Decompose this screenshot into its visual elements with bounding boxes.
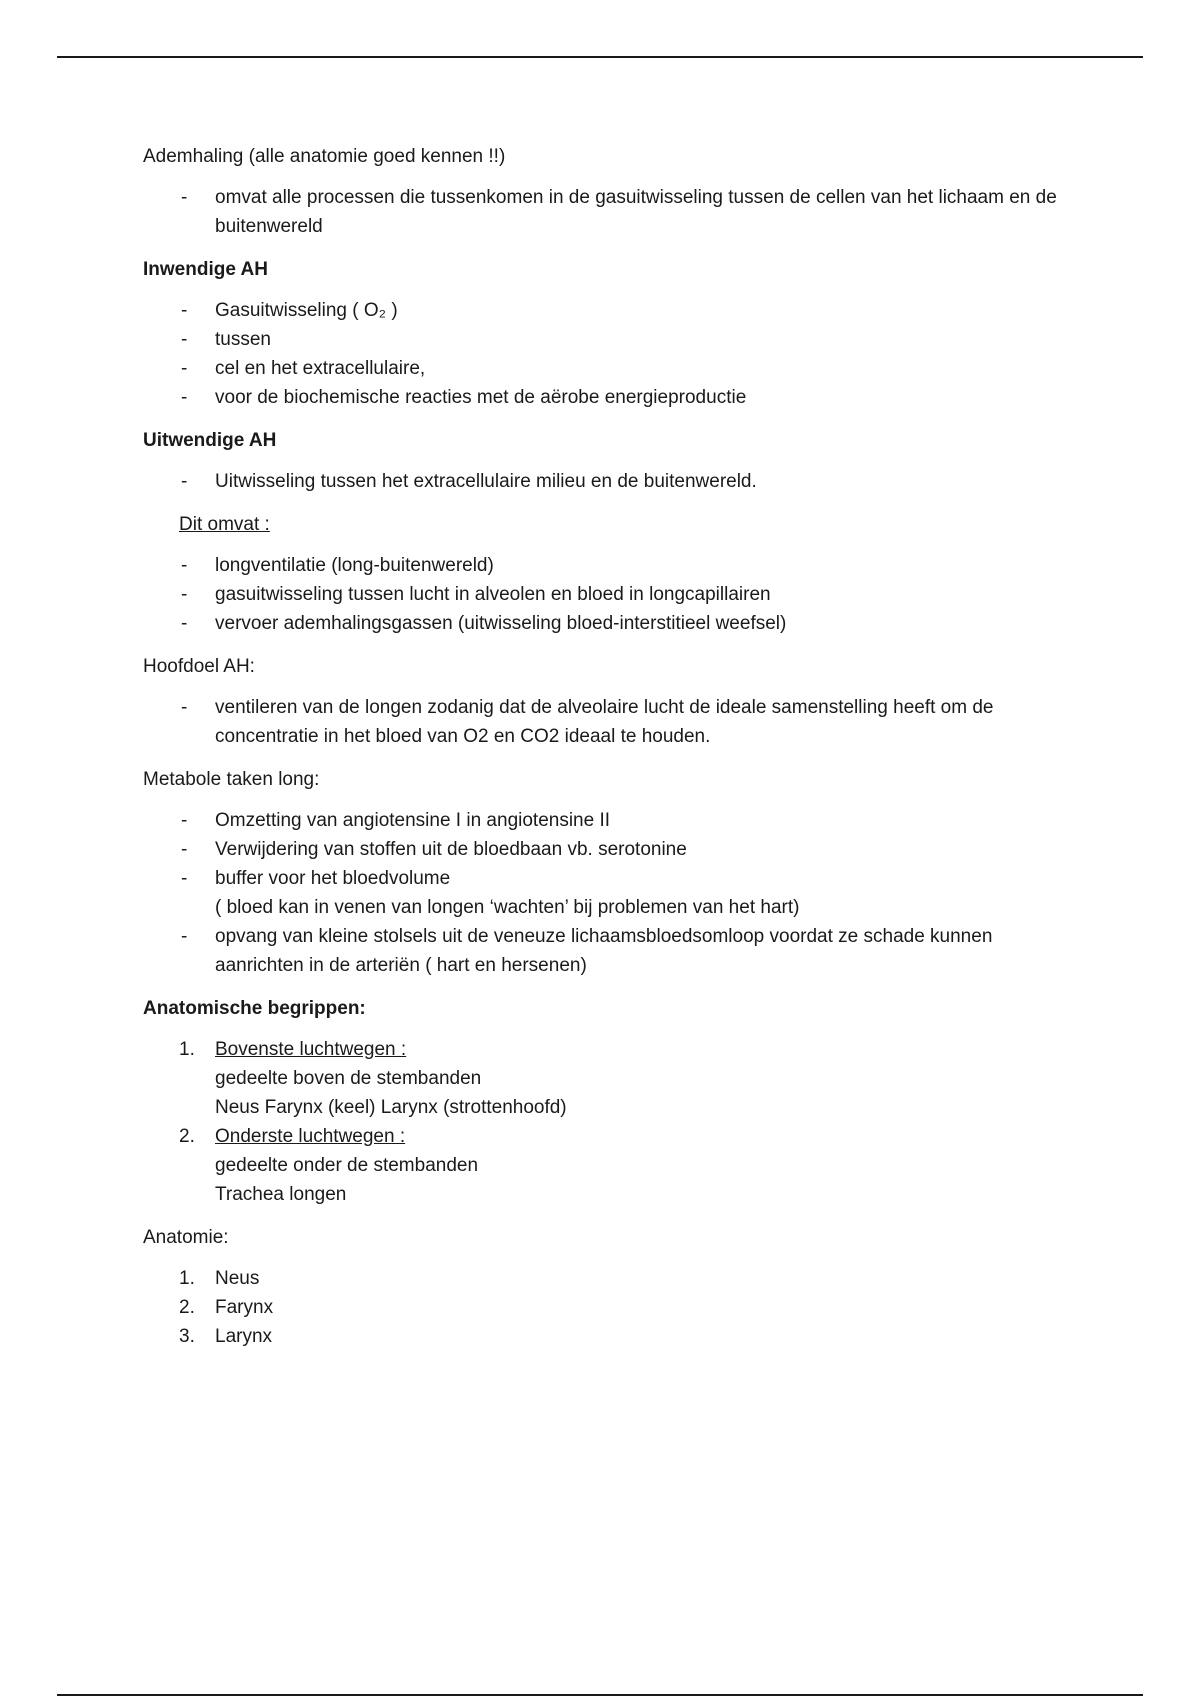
list-item: - tussen — [181, 329, 271, 350]
list-item: - ventileren van de longen zodanig dat de alveolaire lucht de ideale samenstelling heeft om de concentratie in het bloed van O2 en CO2 ideaal te houden. — [181, 697, 994, 747]
section-title-ademhaling: Ademhaling (alle anatomie goed kennen !!) — [143, 146, 506, 167]
document-body — [143, 142, 1073, 1365]
section-title-hoofddoel: Hoofdoel AH: — [143, 656, 255, 677]
begrippen-list — [143, 1035, 1073, 1209]
list-item: - Uitwisseling tussen het extracellulaire milieu en de buitenwereld. — [181, 471, 757, 492]
section-title-anatomie: Anatomie: — [143, 1227, 229, 1248]
intro-list — [143, 183, 1073, 241]
list-item: - Verwijdering van stoffen uit de bloedbaan vb. serotonine — [181, 839, 687, 860]
list-item: - cel en het extracellulaire, — [181, 358, 426, 379]
term-bovenste-luchtwegen: Bovenste luchtwegen : — [215, 1039, 407, 1060]
section-title-metabole: Metabole taken long: — [143, 769, 320, 790]
heading-anatomische-begrippen: Anatomische begrippen: — [143, 998, 366, 1019]
list-item: 2. Onderste luchtwegen : gedeelte onder de stembanden Trachea longen — [179, 1126, 479, 1205]
metabole-list — [143, 806, 1073, 980]
list-item: 1. Neus — [179, 1268, 260, 1289]
list-item: - gasuitwisseling tussen lucht in alveolen en bloed in longcapillairen — [181, 584, 771, 605]
footer-rule — [57, 1694, 1143, 1696]
list-item: - longventilatie (long-buitenwereld) — [181, 555, 494, 576]
inwendig-list — [143, 296, 1073, 412]
list-item: - Gasuitwisseling ( O₂ ) — [181, 300, 398, 321]
heading-inwendige-ah: Inwendige AH — [143, 259, 268, 280]
dit-omvat-list — [143, 551, 1073, 638]
list-item: - omvat alle processen die tussenkomen in de gasuitwisseling tussen de cellen van het lichaam en de buitenwereld — [181, 187, 1057, 237]
anatomie-list — [143, 1264, 1073, 1351]
hoofddoel-list — [143, 693, 1073, 751]
uitwendig-list — [143, 467, 1073, 496]
list-item: 1. Bovenste luchtwegen : gedeelte boven de stembanden Neus Farynx (keel) Larynx (strottenhoofd) — [179, 1039, 567, 1118]
buffer-note: ( bloed kan in venen van longen ‘wachten’ bij problemen van het hart) — [215, 897, 800, 918]
list-item: - Omzetting van angiotensine I in angiotensine II — [181, 810, 611, 831]
term-onderste-luchtwegen: Onderste luchtwegen : — [215, 1126, 406, 1147]
header-rule — [57, 56, 1143, 58]
list-item: - opvang van kleine stolsels uit de veneuze lichaamsbloedsomloop voordat ze schade kunnen aanrichten in de arteriën ( hart en hersenen) — [181, 926, 993, 976]
sub-label-dit-omvat: Dit omvat : — [179, 514, 270, 535]
heading-uitwendige-ah: Uitwendige AH — [143, 430, 277, 451]
list-item: - buffer voor het bloedvolume ( bloed kan in venen van longen ‘wachten’ bij problemen van het hart) — [181, 868, 800, 918]
list-item: - vervoer ademhalingsgassen (uitwisseling bloed-interstitieel weefsel) — [181, 613, 787, 634]
list-item: - voor de biochemische reacties met de aërobe energieproductie — [181, 387, 747, 408]
list-item: 2. Farynx — [179, 1297, 274, 1318]
list-item: 3. Larynx — [179, 1326, 273, 1347]
